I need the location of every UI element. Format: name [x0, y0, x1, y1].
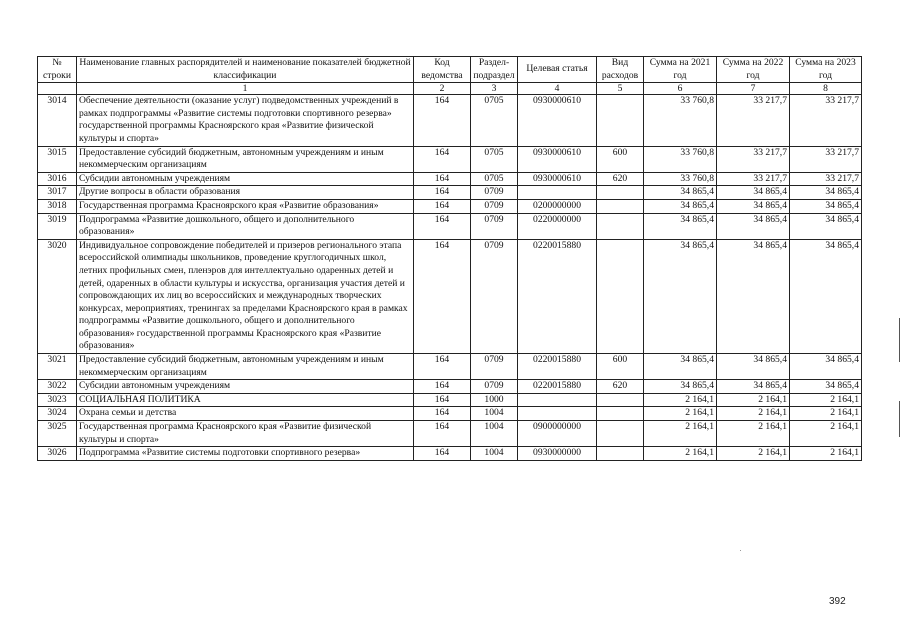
row-sum-2023: 33 217,7: [790, 95, 862, 146]
table-row: [38, 421, 862, 447]
row-sum-2021: 34 865,4: [644, 239, 717, 353]
row-section: 1004: [471, 421, 518, 447]
row-sum-2021: 2 164,1: [644, 407, 717, 421]
row-sum-2022: 33 217,7: [717, 146, 790, 172]
row-sum-2023: 2 164,1: [790, 393, 862, 407]
row-section: 1004: [471, 407, 518, 421]
row-expense-type: [597, 186, 644, 200]
row-target: [518, 407, 597, 421]
row-sum-2021: 33 760,8: [644, 172, 717, 186]
row-expense-type: 600: [597, 146, 644, 172]
row-sum-2022: 33 217,7: [717, 172, 790, 186]
row-target: 0900000000: [518, 421, 597, 447]
column-number: 7: [717, 83, 790, 95]
table-row: [38, 186, 862, 200]
row-name: Предоставление субсидий бюджетным, автономным учреждениям и иным некоммерческим организациям: [77, 354, 414, 380]
row-number: 3017: [38, 186, 77, 200]
table-row: [38, 393, 862, 407]
row-name: Субсидии автономным учреждениям: [77, 172, 414, 186]
table-row: [38, 146, 862, 172]
row-number: 3016: [38, 172, 77, 186]
row-target: 0220015880: [518, 380, 597, 394]
header-sum-2023: Сумма на 2023 год: [790, 57, 862, 83]
row-expense-type: [597, 199, 644, 213]
row-dept-code: 164: [414, 186, 471, 200]
row-name: Другие вопросы в области образования: [77, 186, 414, 200]
row-dept-code: 164: [414, 172, 471, 186]
column-number-blank: [38, 83, 77, 95]
row-target: [518, 186, 597, 200]
column-number: 1: [77, 83, 414, 95]
table-row: [38, 380, 862, 394]
row-section: 1004: [471, 447, 518, 461]
row-section: 0709: [471, 354, 518, 380]
row-expense-type: 600: [597, 354, 644, 380]
column-number-row: [38, 83, 862, 95]
row-target: 0930000000: [518, 447, 597, 461]
row-sum-2023: 33 217,7: [790, 172, 862, 186]
row-name: Подпрограмма «Развитие системы подготовки спортивного резерва»: [77, 447, 414, 461]
table-row: [38, 239, 862, 353]
table-row: [38, 199, 862, 213]
row-section: 0705: [471, 172, 518, 186]
row-dept-code: 164: [414, 146, 471, 172]
header-row: [38, 57, 862, 83]
row-section: 0709: [471, 213, 518, 239]
row-name: Предоставление субсидий бюджетным, автономным учреждениям и иным некоммерческим организациям: [77, 146, 414, 172]
row-number: 3019: [38, 213, 77, 239]
row-name: Субсидии автономным учреждениям: [77, 380, 414, 394]
row-dept-code: 164: [414, 380, 471, 394]
row-sum-2023: 2 164,1: [790, 447, 862, 461]
row-section: 0709: [471, 380, 518, 394]
row-number: 3026: [38, 447, 77, 461]
margin-mark: [899, 401, 900, 437]
row-number: 3015: [38, 146, 77, 172]
row-section: 0709: [471, 199, 518, 213]
row-target: 0220015880: [518, 354, 597, 380]
row-section: 0709: [471, 239, 518, 353]
row-sum-2022: 34 865,4: [717, 213, 790, 239]
row-dept-code: 164: [414, 393, 471, 407]
row-sum-2021: 34 865,4: [644, 354, 717, 380]
row-target: 0220000000: [518, 213, 597, 239]
row-section: 1000: [471, 393, 518, 407]
row-section: 0705: [471, 95, 518, 146]
scan-speck: [740, 550, 741, 551]
budget-table: [37, 56, 862, 461]
row-sum-2023: 34 865,4: [790, 354, 862, 380]
table-row: [38, 447, 862, 461]
row-target: 0930000610: [518, 146, 597, 172]
row-number: 3023: [38, 393, 77, 407]
header-sum-2022: Сумма на 2022 год: [717, 57, 790, 83]
row-expense-type: [597, 393, 644, 407]
header-section: Раздел-подраздел: [471, 57, 518, 83]
row-dept-code: 164: [414, 95, 471, 146]
row-number: 3024: [38, 407, 77, 421]
row-sum-2022: 34 865,4: [717, 239, 790, 353]
row-number: 3018: [38, 199, 77, 213]
row-sum-2022: 34 865,4: [717, 354, 790, 380]
header-sum-2021: Сумма на 2021 год: [644, 57, 717, 83]
table-row: [38, 95, 862, 146]
row-sum-2021: 34 865,4: [644, 213, 717, 239]
column-number: 8: [790, 83, 862, 95]
row-name: Обеспечение деятельности (оказание услуг) подведомственных учреждений в рамках подпрограммы «Развитие системы подготовки спортивного резерва» государственной программы Красноярского края «Развитие физической культуры и спорта»: [77, 95, 414, 146]
row-sum-2021: 34 865,4: [644, 199, 717, 213]
row-target: [518, 393, 597, 407]
row-dept-code: 164: [414, 407, 471, 421]
row-expense-type: [597, 447, 644, 461]
row-dept-code: 164: [414, 354, 471, 380]
margin-mark: [899, 318, 900, 362]
row-name: Охрана семьи и детства: [77, 407, 414, 421]
row-sum-2022: 2 164,1: [717, 421, 790, 447]
row-sum-2021: 33 760,8: [644, 95, 717, 146]
row-dept-code: 164: [414, 213, 471, 239]
table-row: [38, 172, 862, 186]
header-dept: Код ведомства: [414, 57, 471, 83]
page-number: 392: [829, 596, 846, 607]
column-number: 6: [644, 83, 717, 95]
table-row: [38, 354, 862, 380]
row-number: 3014: [38, 95, 77, 146]
row-sum-2021: 2 164,1: [644, 447, 717, 461]
row-name: СОЦИАЛЬНАЯ ПОЛИТИКА: [77, 393, 414, 407]
row-target: 0930000610: [518, 95, 597, 146]
row-expense-type: [597, 239, 644, 353]
row-name: Государственная программа Красноярского края «Развитие физической культуры и спорта»: [77, 421, 414, 447]
row-sum-2021: 33 760,8: [644, 146, 717, 172]
row-sum-2022: 2 164,1: [717, 393, 790, 407]
row-section: 0705: [471, 146, 518, 172]
row-sum-2023: 34 865,4: [790, 239, 862, 353]
row-sum-2023: 2 164,1: [790, 407, 862, 421]
row-expense-type: 620: [597, 380, 644, 394]
row-sum-2021: 2 164,1: [644, 421, 717, 447]
row-sum-2021: 34 865,4: [644, 186, 717, 200]
row-expense-type: [597, 407, 644, 421]
row-name: Индивидуальное сопровождение победителей и призеров регионального этапа всероссийской олимпиады школьников, проведение круглогодичных школ, летних профильных смен, пленэров для интеллектуально одаренных детей и детей, одаренных в области культуры и искусства, организация участия детей и сопровождающих их лиц во всероссийских и международных творческих конкурсах, мероприятиях, тренингах за пределами Красноярского края в рамках подпрограммы «Развитие дошкольного, общего и дополнительного образования» государственной программы Красноярского края «Развитие образования»: [77, 239, 414, 353]
row-expense-type: [597, 213, 644, 239]
row-sum-2022: 34 865,4: [717, 199, 790, 213]
row-sum-2022: 34 865,4: [717, 186, 790, 200]
table-body: [38, 95, 862, 461]
table-row: [38, 213, 862, 239]
row-sum-2022: 2 164,1: [717, 407, 790, 421]
row-number: 3022: [38, 380, 77, 394]
row-number: 3025: [38, 421, 77, 447]
column-number: 3: [471, 83, 518, 95]
row-dept-code: 164: [414, 239, 471, 353]
table-row: [38, 407, 862, 421]
header-num: № строки: [38, 57, 77, 83]
row-sum-2023: 34 865,4: [790, 380, 862, 394]
row-sum-2023: 34 865,4: [790, 186, 862, 200]
row-name: Государственная программа Красноярского края «Развитие образования»: [77, 199, 414, 213]
header-target: Целевая статья: [518, 57, 597, 83]
row-section: 0709: [471, 186, 518, 200]
column-number: 4: [518, 83, 597, 95]
row-sum-2023: 33 217,7: [790, 146, 862, 172]
row-number: 3020: [38, 239, 77, 353]
column-number: 5: [597, 83, 644, 95]
row-dept-code: 164: [414, 199, 471, 213]
row-sum-2022: 2 164,1: [717, 447, 790, 461]
row-dept-code: 164: [414, 421, 471, 447]
row-expense-type: 620: [597, 172, 644, 186]
row-sum-2021: 2 164,1: [644, 393, 717, 407]
row-expense-type: [597, 95, 644, 146]
column-number: 2: [414, 83, 471, 95]
row-sum-2021: 34 865,4: [644, 380, 717, 394]
row-sum-2023: 2 164,1: [790, 421, 862, 447]
row-dept-code: 164: [414, 447, 471, 461]
row-sum-2023: 34 865,4: [790, 199, 862, 213]
row-sum-2022: 33 217,7: [717, 95, 790, 146]
row-expense-type: [597, 421, 644, 447]
header-exptype: Вид расходов: [597, 57, 644, 83]
row-target: 0930000610: [518, 172, 597, 186]
row-target: 0200000000: [518, 199, 597, 213]
row-name: Подпрограмма «Развитие дошкольного, общего и дополнительного образования»: [77, 213, 414, 239]
header-name: Наименование главных распорядителей и наименование показателей бюджетной классификации: [77, 57, 414, 83]
row-number: 3021: [38, 354, 77, 380]
row-sum-2023: 34 865,4: [790, 213, 862, 239]
row-sum-2022: 34 865,4: [717, 380, 790, 394]
row-target: 0220015880: [518, 239, 597, 353]
